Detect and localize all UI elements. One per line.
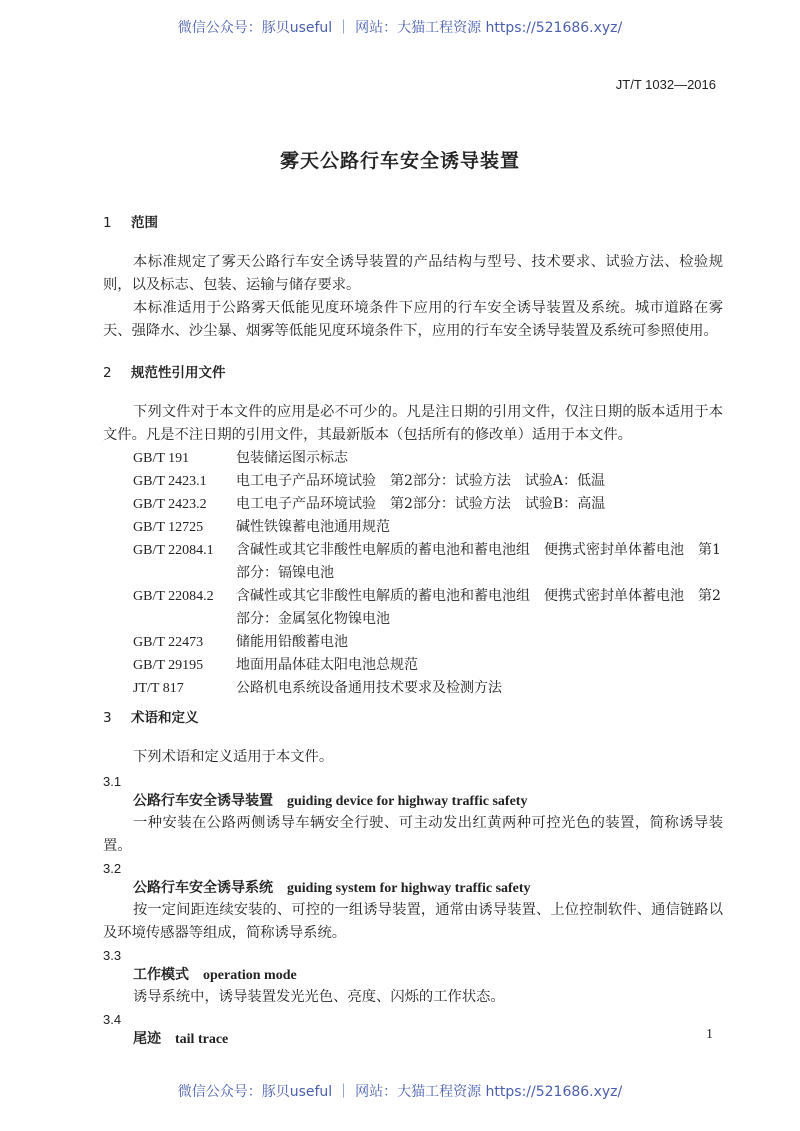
reference-title: 电工电子产品环境试验 第2部分：试验方法 试验B：高温 [236, 496, 606, 512]
page-number: 1 [706, 1027, 713, 1042]
term-en: guiding system for highway traffic safety [287, 881, 531, 896]
reference-code: GB/T 29195 [133, 658, 204, 673]
term-heading [133, 878, 800, 899]
section-number: 3 [103, 710, 112, 726]
watermark-header: 微信公众号：豚贝useful ｜ 网站：大猫工程资源 https://521686.xyz/ [177, 20, 623, 36]
term-definition: 按一定间距连续安装的、可控的一组诱导装置，通常由诱导装置、上位控制软件、通信链路以及环境传感器等组成，简称诱导系统。 [103, 902, 723, 941]
term-zh: 公路行车安全诱导系统 [133, 880, 273, 896]
reference-code: GB/T 22473 [133, 635, 204, 650]
term-number: 3.2 [103, 861, 122, 876]
reference-code: GB/T 22084.2 [133, 589, 214, 604]
section-title: 术语和定义 [131, 710, 199, 726]
reference-title: 含碱性或其它非酸性电解质的蓄电池和蓄电池组 便携式密封单体蓄电池 第1部分：镉镍电池 [236, 542, 721, 581]
term-zh: 工作模式 [133, 967, 189, 983]
reference-title: 电工电子产品环境试验 第2部分：试验方法 试验A：低温 [236, 473, 606, 489]
section-title: 范围 [131, 215, 158, 231]
section-heading-2 [103, 364, 800, 382]
reference-item [133, 585, 723, 631]
reference-code: GB/T 191 [133, 451, 190, 466]
page-title: 雾天公路行车安全诱导装置 [279, 150, 520, 172]
reference-item [133, 677, 723, 700]
term-en: operation mode [203, 968, 297, 983]
term-definition: 一种安装在公路两侧诱导车辆安全行驶、可主动发出红黄两种可控光色的装置，简称诱导装置。 [103, 815, 723, 854]
paragraph: 下列术语和定义适用于本文件。 [133, 749, 334, 765]
term-zh: 尾迹 [133, 1031, 161, 1047]
term-en: tail trace [175, 1032, 229, 1047]
reference-title: 储能用铅酸蓄电池 [236, 634, 348, 650]
term-en: guiding device for highway traffic safety [287, 794, 528, 809]
term-heading [133, 1029, 800, 1050]
reference-item [133, 516, 723, 539]
reference-item [133, 654, 723, 677]
term-heading [133, 965, 800, 986]
reference-code: GB/T 12725 [133, 520, 204, 535]
reference-item [133, 539, 723, 585]
reference-item [133, 447, 723, 470]
term-number: 3.1 [103, 774, 122, 789]
term-zh: 公路行车安全诱导装置 [133, 793, 273, 809]
paragraph: 本标准规定了雾天公路行车安全诱导装置的产品结构与型号、技术要求、试验方法、检验规则，以及标志、包装、运输与储存要求。 [103, 254, 723, 293]
reference-title: 公路机电系统设备通用技术要求及检测方法 [236, 680, 502, 696]
section-heading-3 [103, 709, 800, 727]
reference-title: 含碱性或其它非酸性电解质的蓄电池和蓄电池组 便携式密封单体蓄电池 第2部分：金属氢化物镍电池 [236, 588, 721, 627]
reference-code: GB/T 2423.1 [133, 474, 207, 489]
reference-title: 地面用晶体硅太阳电池总规范 [236, 657, 418, 673]
reference-item [133, 493, 723, 516]
term-number: 3.4 [103, 1012, 122, 1027]
reference-item [133, 470, 723, 493]
reference-item [133, 631, 723, 654]
watermark-footer: 微信公众号：豚贝useful ｜ 网站：大猫工程资源 https://521686.xyz/ [177, 1084, 623, 1100]
section-title: 规范性引用文件 [131, 365, 226, 381]
section-heading-1 [103, 214, 800, 232]
reference-title: 包装储运图示标志 [236, 450, 348, 466]
reference-code: JT/T 817 [133, 681, 184, 696]
term-heading [133, 791, 800, 812]
term-definition: 诱导系统中，诱导装置发光光色、亮度、闪烁的工作状态。 [133, 989, 505, 1005]
paragraph: 下列文件对于本文件的应用是必不可少的。凡是注日期的引用文件，仅注日期的版本适用于本文件。凡是不注日期的引用文件，其最新版本（包括所有的修改单）适用于本文件。 [103, 404, 723, 443]
reference-code: GB/T 2423.2 [133, 497, 207, 512]
reference-code: GB/T 22084.1 [133, 543, 214, 558]
section-number: 2 [103, 365, 112, 381]
standard-number: JT/T 1032—2016 [615, 77, 716, 92]
paragraph: 本标准适用于公路雾天低能见度环境条件下应用的行车安全诱导装置及系统。城市道路在雾天、强降水、沙尘暴、烟雾等低能见度环境条件下，应用的行车安全诱导装置及系统可参照使用。 [103, 300, 723, 339]
term-number: 3.3 [103, 948, 122, 963]
section-number: 1 [103, 215, 112, 231]
reference-title: 碱性铁镍蓄电池通用规范 [236, 519, 390, 535]
